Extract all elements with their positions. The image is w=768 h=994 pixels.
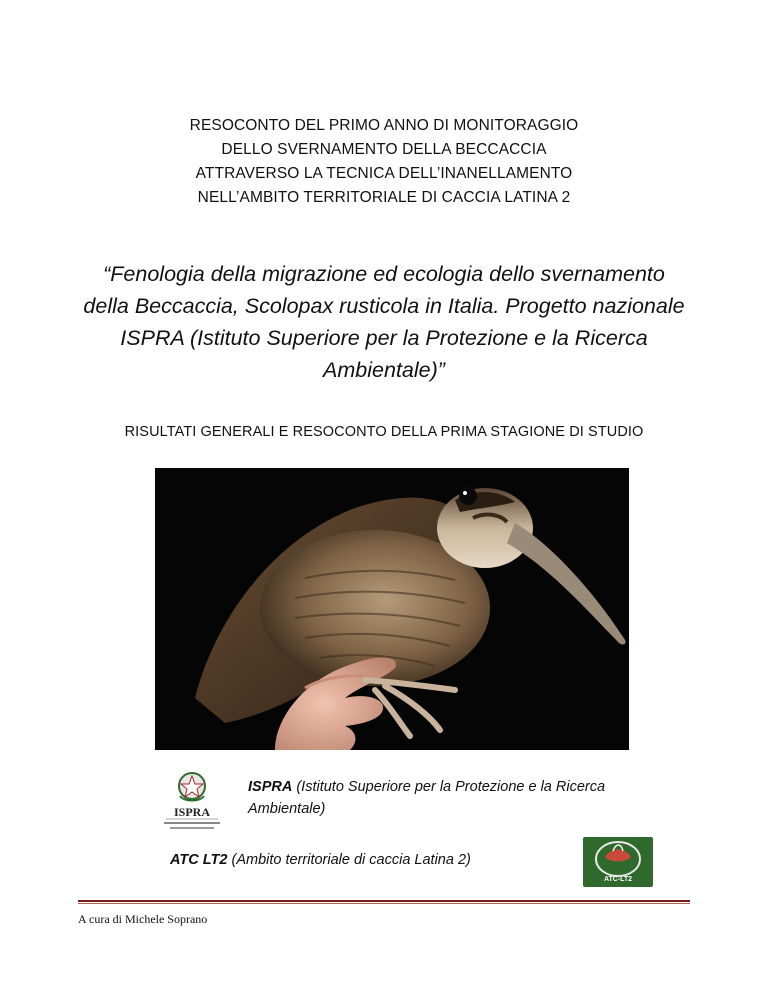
ispra-caption-line2: Ambientale)	[248, 801, 326, 817]
ispra-logo	[148, 768, 236, 836]
report-title-line: DELLO SVERNAMENTO DELLA BECCACCIA	[221, 141, 547, 158]
atc-caption-rest: (Ambito territoriale di caccia Latina 2)	[227, 852, 471, 868]
footer-rule	[78, 900, 690, 904]
woodcock-photo	[155, 468, 629, 750]
subtitle-line: della Beccaccia, Scolopax rusticola in Italia. Progetto nazionale	[83, 294, 685, 318]
author-credit: A cura di Michele Soprano	[78, 912, 208, 926]
subtitle-line: Ambientale)”	[323, 358, 445, 382]
report-title-line: NELL’AMBITO TERRITORIALE DI CACCIA LATINA 2	[197, 189, 571, 206]
ispra-caption-rest: (Istituto Superiore per la Protezione e la Ricerca	[292, 779, 606, 795]
footer-rule-thin	[78, 903, 690, 904]
report-title	[0, 114, 768, 210]
atc-emblem-icon	[583, 837, 653, 887]
subtitle-line: ISPRA (Istituto Superiore per la Protezione e la Ricerca	[120, 326, 648, 350]
atc-abbr: ATC LT2	[170, 852, 228, 868]
atc-logo	[583, 837, 653, 887]
atc-caption	[170, 852, 471, 868]
footer-rule-thick	[78, 900, 690, 902]
woodcock-illustration	[155, 468, 629, 750]
ispra-abbr: ISPRA	[248, 779, 293, 795]
subtitle-line: “Fenologia della migrazione ed ecologia dello svernamento	[103, 262, 665, 286]
ispra-emblem-icon	[148, 768, 236, 836]
report-title-line: RESOCONTO DEL PRIMO ANNO DI MONITORAGGIO	[189, 117, 579, 134]
results-heading: RISULTATI GENERALI E RESOCONTO DELLA PRIMA STAGIONE DI STUDIO	[124, 424, 644, 440]
ispra-caption-line1	[248, 779, 605, 795]
project-subtitle	[40, 258, 728, 386]
report-title-line: ATTRAVERSO LA TECNICA DELL’INANELLAMENTO	[195, 165, 573, 182]
ispra-logo-text: ISPRA	[173, 805, 211, 819]
atc-logo-text: ATC-LT2	[603, 876, 633, 883]
